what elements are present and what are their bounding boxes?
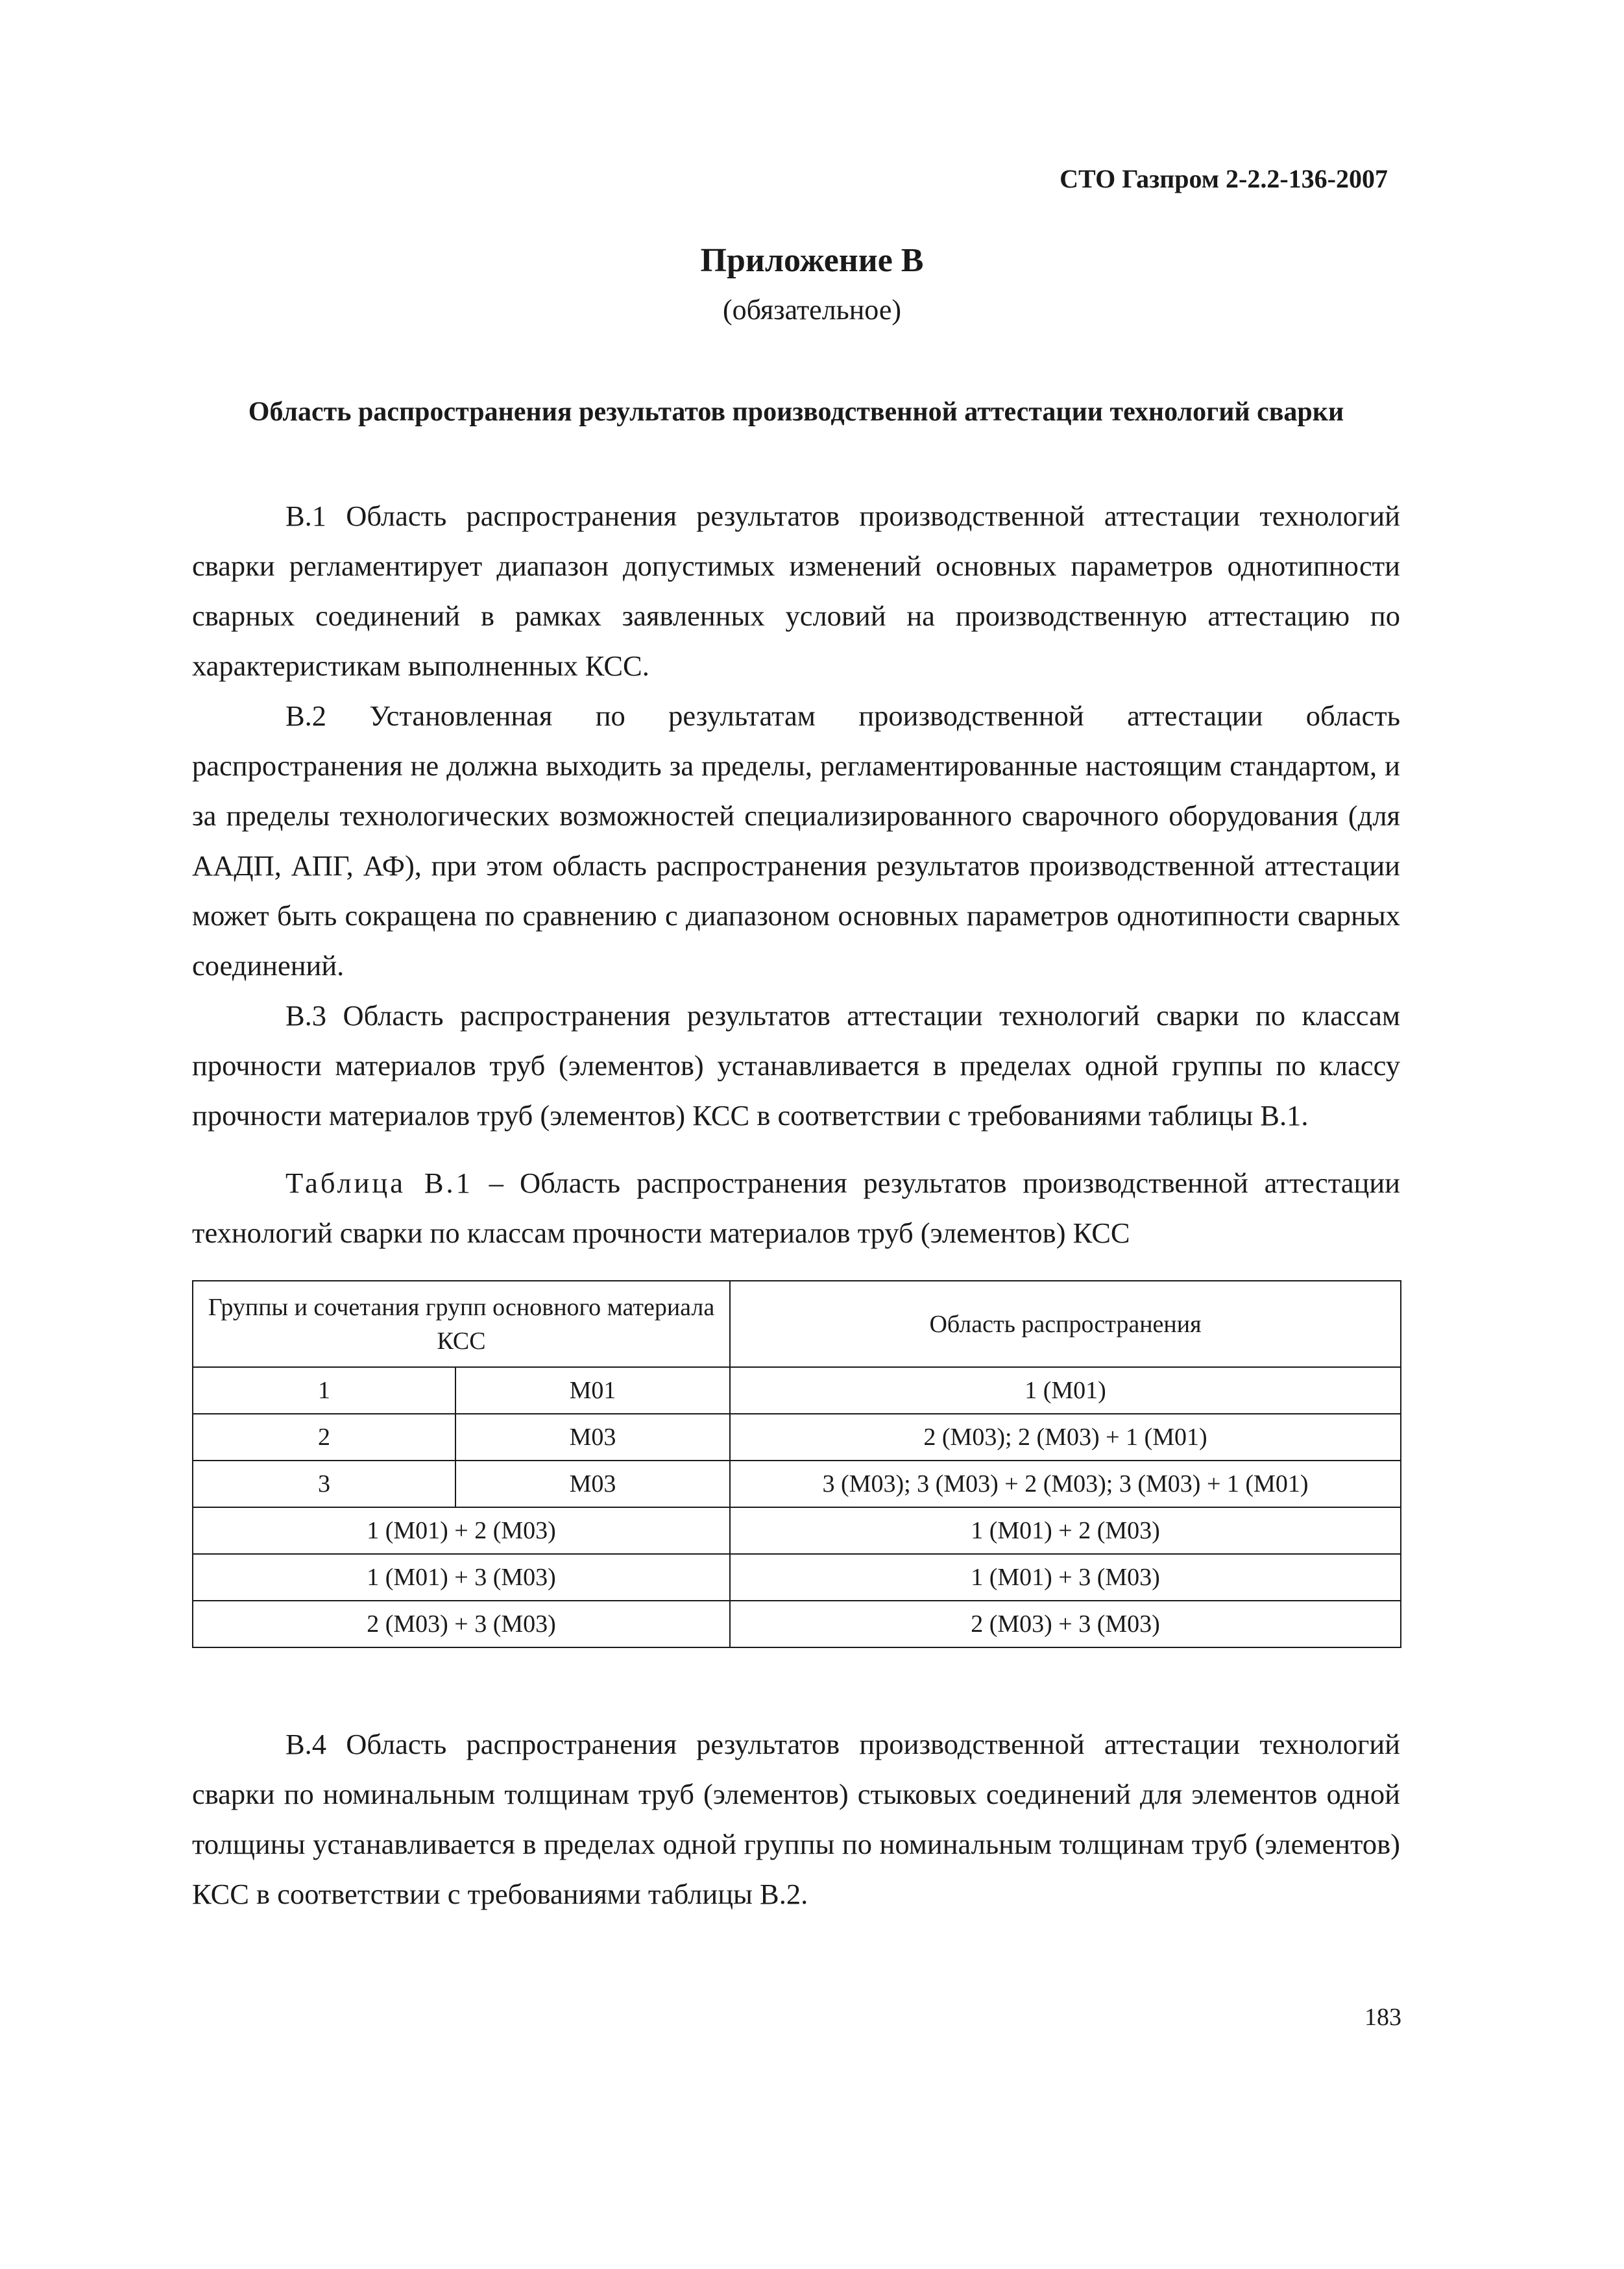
cell-combination: 2 (М03) + 3 (М03) [193,1601,730,1647]
section-title: Область распространения результатов производственной аттестации технологий сварки [248,397,1344,427]
cell-scope: 2 (М03); 2 (М03) + 1 (М01) [730,1414,1401,1461]
annex-title: Приложение В [700,242,924,279]
table-caption-label: Таблица В.1 [285,1167,473,1199]
cell-material: М01 [455,1367,730,1414]
cell-material: М03 [455,1461,730,1507]
cell-combination: 1 (М01) + 3 (М03) [193,1554,730,1601]
document-code: СТО Газпром 2-2.2-136-2007 [1060,164,1388,193]
paragraph-b4: В.4 Область распространения результатов производственной аттестации технологий сварки по номинальным толщинам труб (элементов) стыковых соединений для элементов одной толщины устанавливается в пределах одной группы по номинальным толщинам труб (элементов) КСС в соответствии с требованиями таблицы В.2. [192,1728,1400,1910]
cell-scope: 2 (М03) + 3 (М03) [730,1601,1401,1647]
table-header-row [193,1281,1401,1367]
cell-group: 1 [193,1367,455,1414]
table-row [193,1461,1401,1507]
cell-scope: 1 (М01) [730,1367,1401,1414]
header-scope: Область распространения [730,1281,1401,1367]
scope-table [192,1280,1401,1648]
table-row [193,1601,1401,1647]
cell-scope: 1 (М01) + 3 (М03) [730,1554,1401,1601]
cell-scope: 3 (М03); 3 (М03) + 2 (М03); 3 (М03) + 1 (М01) [730,1461,1401,1507]
cell-combination: 1 (М01) + 2 (М03) [193,1507,730,1554]
header-groups: Группы и сочетания групп основного материала КСС [193,1281,730,1367]
table-row [193,1414,1401,1461]
paragraph-b2: В.2 Установленная по результатам производственной аттестации область распространения не должна выходить за пределы, регламентированные настоящим стандартом, и за пределы технологических возможностей специализированного сварочного оборудования (для ААДП, АПГ, АФ), при этом область распространения результатов производственной аттестации может быть сокращена по сравнению с диапазоном основных параметров однотипности сварных соединений. [192,699,1400,982]
table-caption-text: – Область распространения результатов производственной аттестации технологий сварки по классам прочности материалов труб (элементов) КСС [192,1167,1400,1249]
paragraph-b3: В.3 Область распространения результатов аттестации технологий сварки по классам прочности материалов труб (элементов) устанавливается в пределах одной группы по классу прочности материалов труб (элементов) КСС в соответствии с требованиями таблицы В.1. [192,999,1400,1132]
table-row [193,1554,1401,1601]
paragraph-b1: В.1 Область распространения результатов производственной аттестации технологий сварки регламентирует диапазон допустимых изменений основных параметров однотипности сварных соединений в рамках заявленных условий на производственную аттестацию по характеристикам выполненных КСС. [192,500,1400,682]
cell-scope: 1 (М01) + 2 (М03) [730,1507,1401,1554]
cell-group: 2 [193,1414,455,1461]
table-row [193,1507,1401,1554]
table-caption [192,1158,1400,1258]
table-row [193,1367,1401,1414]
annex-subtitle: (обязательное) [723,294,901,326]
cell-group: 3 [193,1461,455,1507]
cell-material: М03 [455,1414,730,1461]
page-number: 183 [1364,2004,1401,2031]
